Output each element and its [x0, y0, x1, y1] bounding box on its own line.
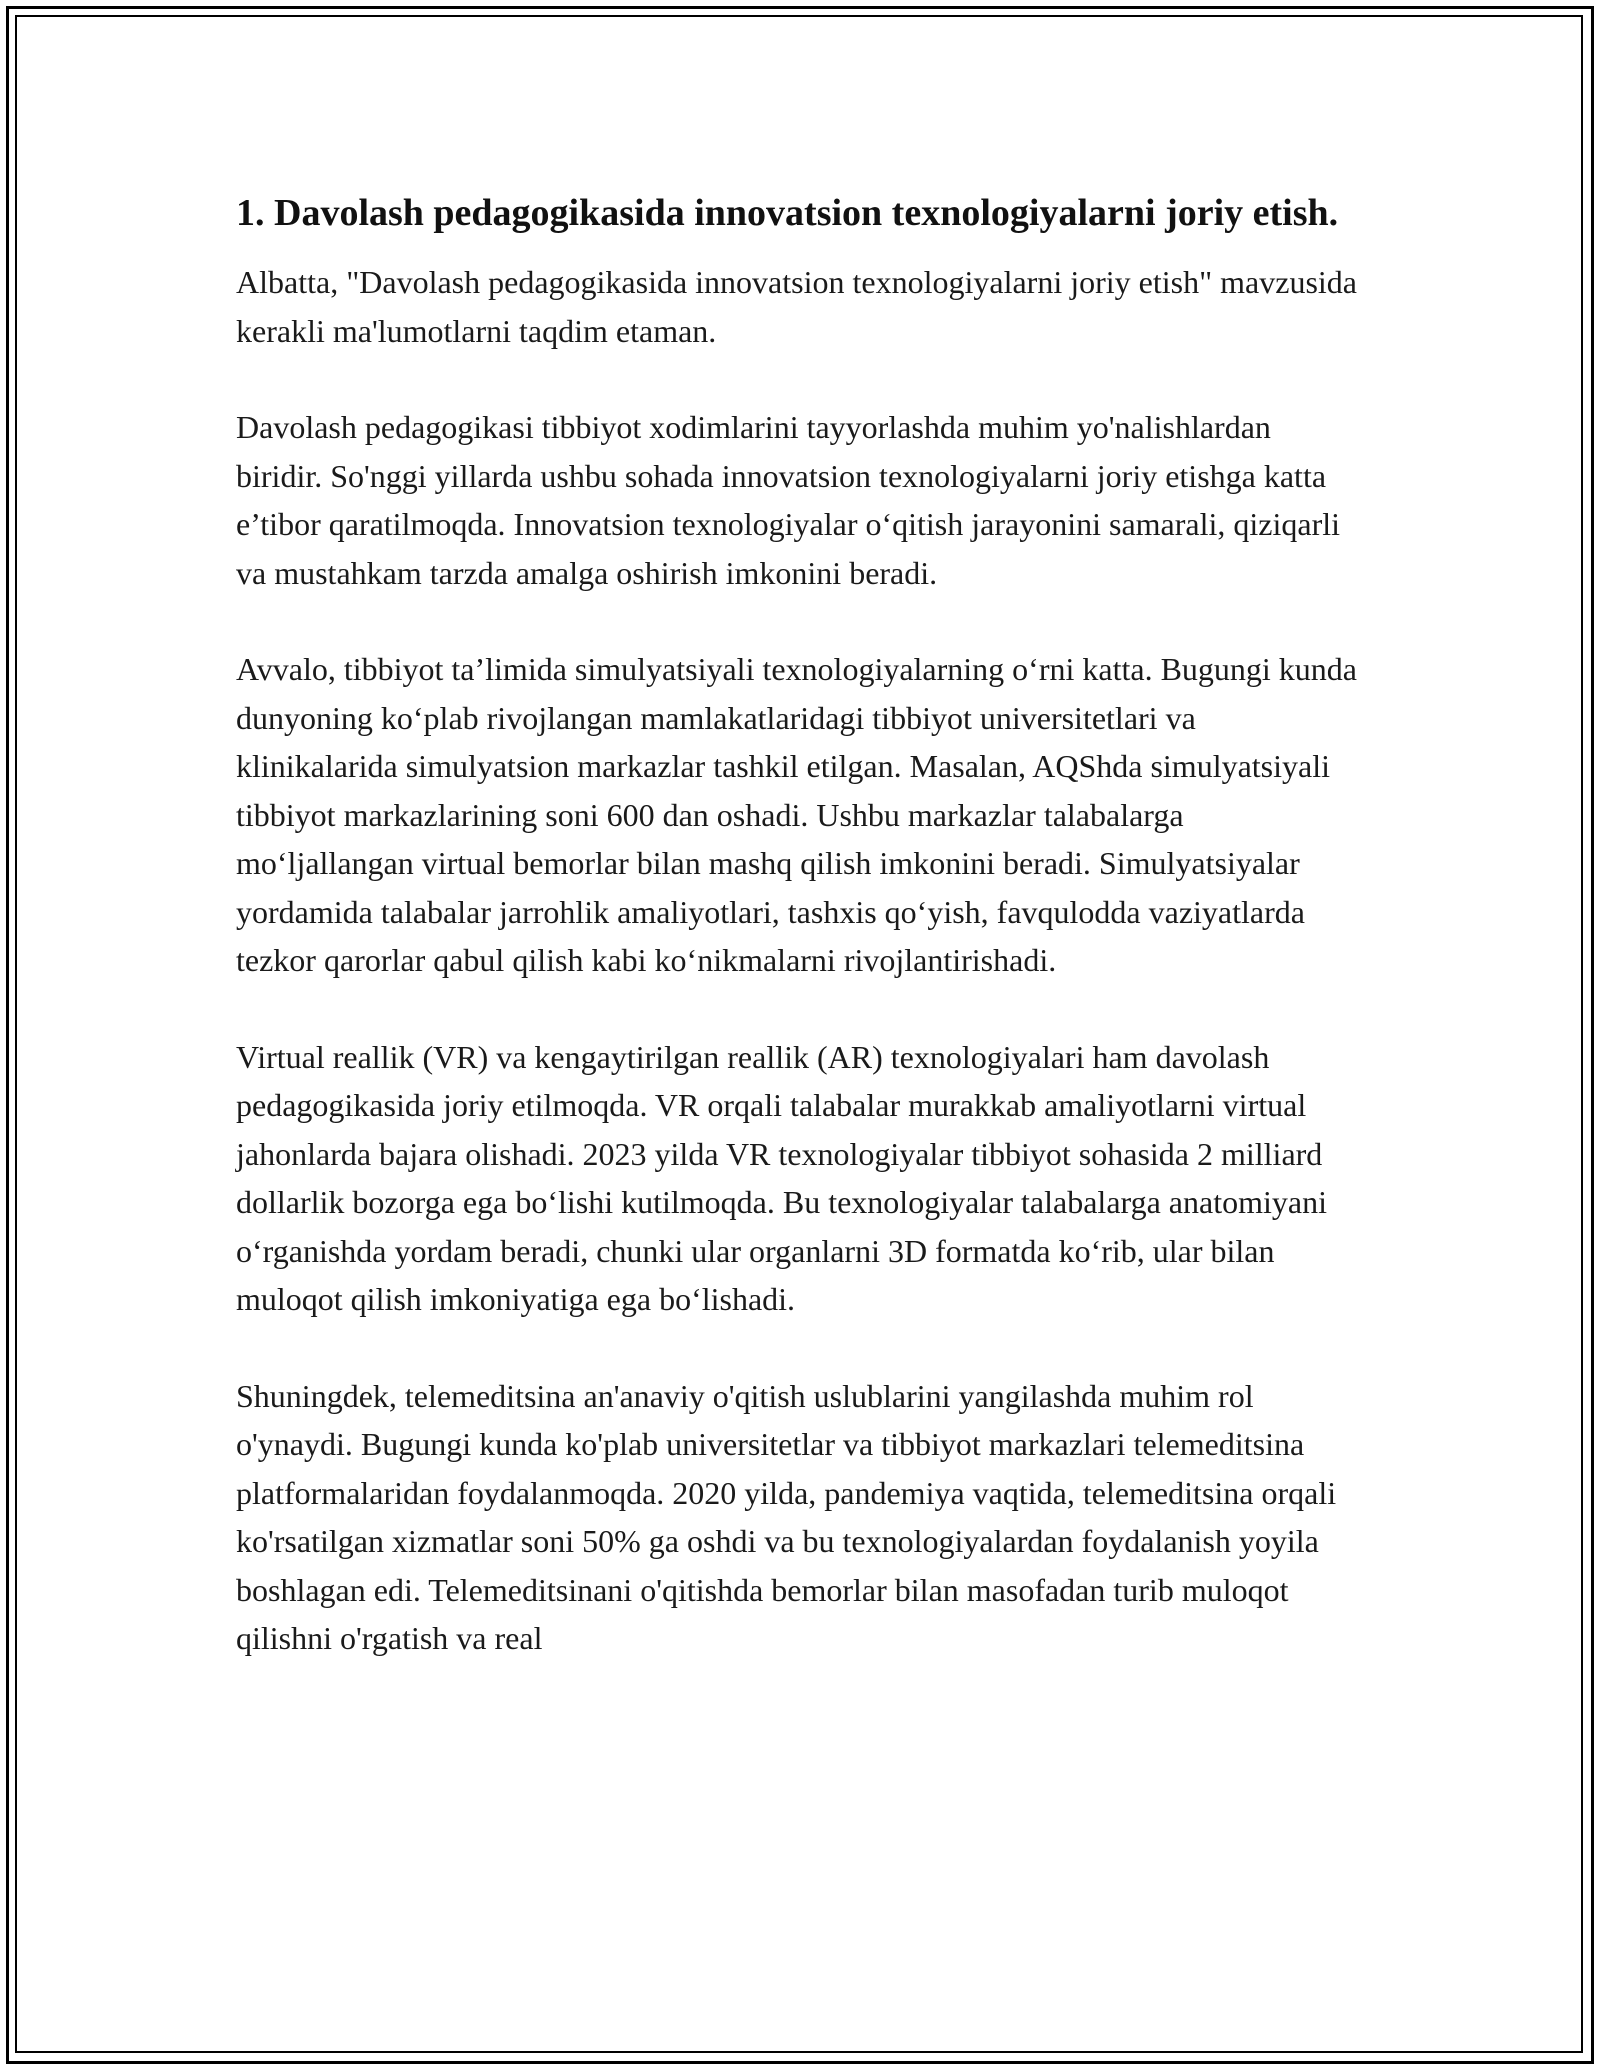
paragraph-vr-ar: Virtual reallik (VR) va kengaytirilgan reallik (AR) texnologiyalari ham davolash pedagogikasida joriy etilmoqda. VR orqali talabalar murakkab amaliyotlarni virtual jahonlarda bajara olishadi. 2023 yilda VR texnologiyalar tibbiyot sohasida 2 milliard dollarlik bozorga ega bo‘lishi kutilmoqda. Bu texnologiyalar talabalarga anatomiyani o‘rganishda yordam beradi, chunki ular organlarni 3D formatda ko‘rib, ular bilan muloqot qilish imkoniyatiga ega bo‘lishadi.: [236, 1038, 1327, 1317]
document-body: [236, 186, 1364, 1711]
paragraph-intro: Albatta, "Davolash pedagogikasida innovatsion texnologiyalarni joriy etish" mavzusida kerakli ma'lumotlarni taqdim etaman.: [236, 264, 1357, 349]
section-heading: 1. Davolash pedagogikasida innovatsion texnologiyalarni joriy etish.: [236, 192, 1339, 234]
paragraph-pedagogy: Davolash pedagogikasi tibbiyot xodimlarini tayyorlashda muhim yo'nalishlardan biridir. So'nggi yillarda ushbu sohada innovatsion texnologiyalarni joriy etishga katta e’tibor qaratilmoqda. Innovatsion texnologiyalar o‘qitish jarayonini samarali, qiziqarli va mustahkam tarzda amalga oshirish imkonini beradi.: [236, 409, 1340, 591]
paragraph-telemedicine: Shuningdek, telemeditsina an'anaviy o'qitish uslublarini yangilashda muhim rol o'ynaydi. Bugungi kunda ko'plab universitetlar va tibbiyot markazlari telemeditsina platformalaridan foydalanmoqda. 2020 yilda, pandemiya vaqtida, telemeditsina orqali ko'rsatilgan xizmatlar soni 50% ga oshdi va bu texnologiyalardan foydalanish yoyila boshlagan edi. Telemeditsinani o'qitishda bemorlar bilan masofadan turib muloqot qilishni o'rgatish va real: [236, 1377, 1337, 1656]
paragraph-simulation: Avvalo, tibbiyot ta’limida simulyatsiyali texnologiyalarning o‘rni katta. Bugungi kunda dunyoning ko‘plab rivojlangan mamlakatlaridagi tibbiyot universitetlari va klinikalarida simulyatsion markazlar tashkil etilgan. Masalan, AQShda simulyatsiyali tibbiyot markazlarining soni 600 dan oshadi. Ushbu markazlar talabalarga mo‘ljallangan virtual bemorlar bilan mashq qilish imkonini beradi. Simulyatsiyalar yordamida talabalar jarrohlik amaliyotlari, tashxis qo‘yish, favqulodda vaziyatlarda tezkor qarorlar qabul qilish kabi ko‘nikmalarni rivojlantirishadi.: [236, 651, 1357, 978]
